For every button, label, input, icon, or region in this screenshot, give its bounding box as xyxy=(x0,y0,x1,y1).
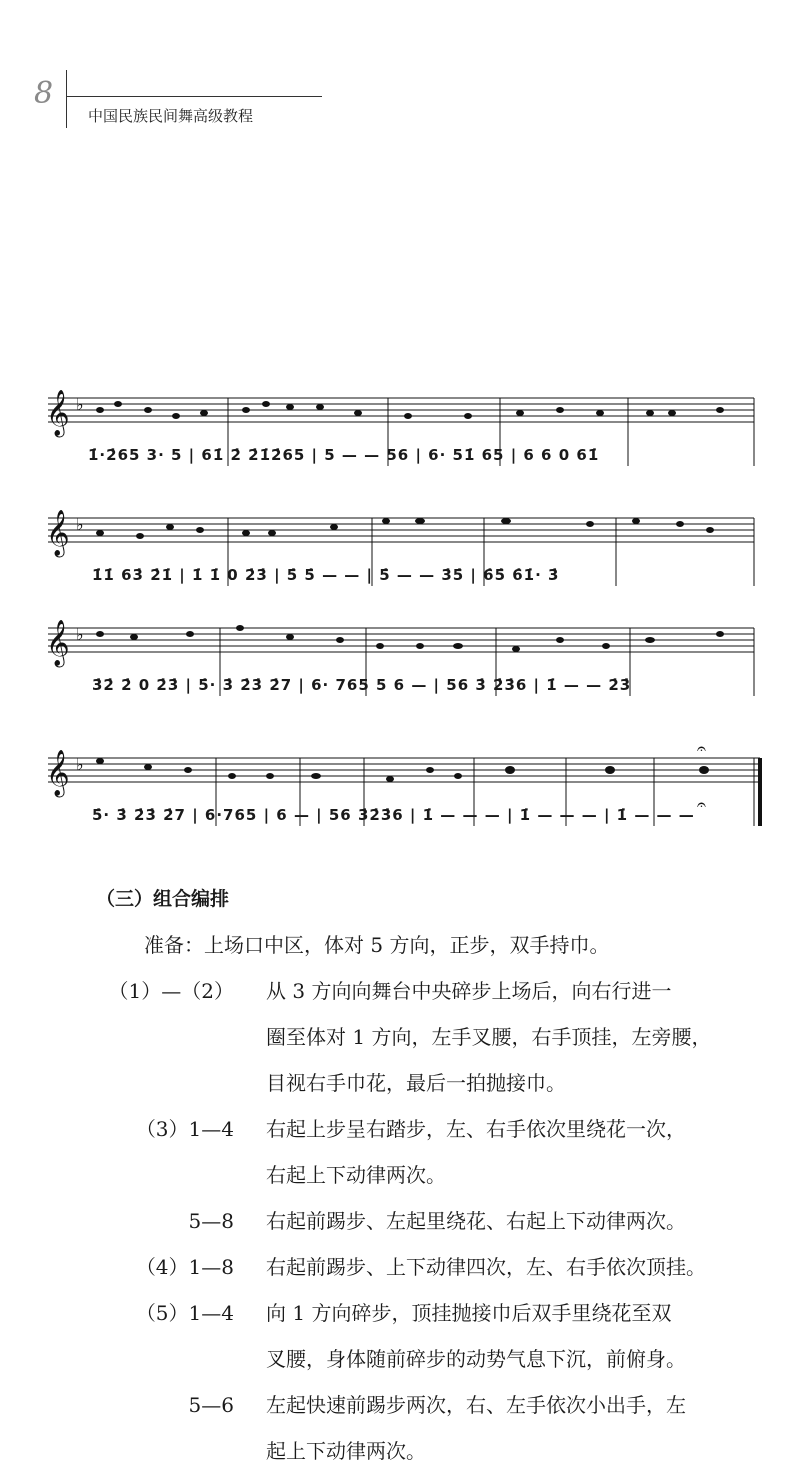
treble-clefs xyxy=(46,390,70,798)
jianpu-row-2: 1̇1̇ 63̇ 2̇1̇ | 1̇ 1̇ 0 2̇3̇ | 5̇ 5̇ — — | 5̇ — — 3̇5̇ | 6̇5̇ 6̇1̇· 3̇ xyxy=(92,566,560,584)
step-label-2: （3）1—4 xyxy=(135,1117,234,1141)
header-vertical-rule xyxy=(66,70,67,128)
step-1-line-1: 从 3 方向向舞台中央碎步上场后，向右行进一 xyxy=(266,979,672,1003)
music-score xyxy=(0,370,800,850)
svg-text:♭: ♭ xyxy=(76,395,84,414)
step-text-4 xyxy=(266,1244,766,1290)
step-text-2 xyxy=(266,1106,766,1198)
step-3-line-1: 右起前踢步、左起里绕花、右起上下动律两次。 xyxy=(266,1209,686,1233)
step-label-5: （5）1—4 xyxy=(135,1301,234,1325)
svg-text:♭: ♭ xyxy=(76,515,84,534)
step-2-line-2: 右起上下动律两次。 xyxy=(266,1163,446,1187)
step-1-line-2: 圈至体对 1 方向，左手叉腰，右手顶挂，左旁腰， xyxy=(266,1025,712,1049)
preparation-line: 准备：上场口中区，体对 5 方向，正步，双手持巾。 xyxy=(144,933,610,957)
svg-text:𝄞: 𝄞 xyxy=(46,620,70,666)
key-signature-flats xyxy=(76,395,84,774)
score-svg xyxy=(0,370,800,850)
step-text-6 xyxy=(266,1382,766,1474)
step-4-line-1: 右起前踢步、上下动律四次，左、右手依次顶挂。 xyxy=(266,1255,706,1279)
header-horizontal-rule xyxy=(66,96,322,97)
step-label-6: 5—6 xyxy=(188,1393,234,1417)
step-text-3 xyxy=(266,1198,766,1244)
svg-text:𝄐: 𝄐 xyxy=(697,795,706,814)
svg-text:𝄞: 𝄞 xyxy=(46,510,70,556)
jianpu-row-1: 1̇·2̇65 3· 5 | 61̇ 2̇ 2̇1̇2̇65 | 5 — — 56 | 6· 51̇ 65 | 6 6 0 61̇ xyxy=(88,446,600,464)
step-text-1 xyxy=(266,968,766,1106)
page-number: 8 xyxy=(34,76,54,111)
step-2-line-1: 右起上步呈右踏步，左、右手依次里绕花一次， xyxy=(266,1117,686,1141)
step-6-line-2: 起上下动律两次。 xyxy=(266,1439,426,1463)
svg-text:♭: ♭ xyxy=(76,625,84,644)
svg-text:♭: ♭ xyxy=(76,755,84,774)
step-5-line-2: 叉腰，身体随前碎步的动势气息下沉，前俯身。 xyxy=(266,1347,686,1371)
jianpu-row-3: 3̇2̇ 2̇ 0 2̇3̇ | 5̇· 3̇ 2̇3̇ 2̇7 | 6· 765 5 6 — | 56 3̇ 2̇3̇6 | 1̇ — — 2̇3̇ xyxy=(92,676,632,694)
step-6-line-1: 左起快速前踢步两次，右、左手依次小出手，左 xyxy=(266,1393,686,1417)
step-text-5 xyxy=(266,1290,766,1382)
svg-text:𝄐: 𝄐 xyxy=(697,739,706,758)
step-label-4: （4）1—8 xyxy=(135,1255,234,1279)
step-1-line-3: 目视右手巾花，最后一拍抛接巾。 xyxy=(266,1071,566,1095)
section-title: （三）组合编排 xyxy=(96,888,230,910)
step-label-1: （1）—（2） xyxy=(108,979,234,1003)
step-5-line-1: 向 1 方向碎步，顶挂抛接巾后双手里绕花至双 xyxy=(266,1301,672,1325)
jianpu-row-4: 5̇· 3̇ 2̇3̇ 2̇7 | 6·765 | 6 — | 56 3̇2̇3̇6 | 1̇ — — — | 1̇ — — — | 1̇ — — — xyxy=(92,806,695,824)
book-title: 中国民族民间舞高级教程 xyxy=(88,107,254,125)
step-label-3: 5—8 xyxy=(188,1209,234,1233)
svg-text:𝄞: 𝄞 xyxy=(46,390,70,436)
svg-text:𝄞: 𝄞 xyxy=(46,750,70,796)
